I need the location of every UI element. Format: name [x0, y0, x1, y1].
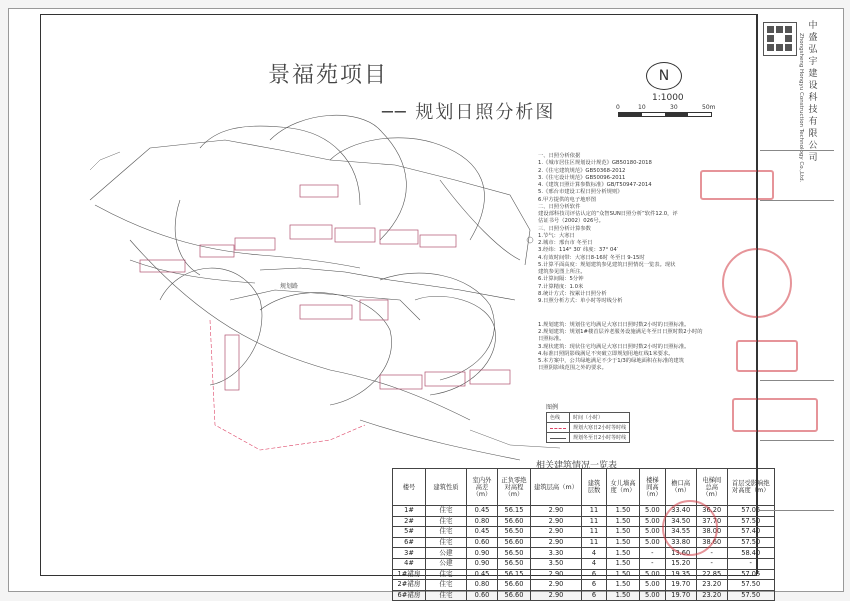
table-header: 正负零绝对高程（m）: [498, 469, 531, 506]
note-line: 估证书号（2002）026号。: [538, 218, 604, 225]
title-block-cell: [760, 510, 834, 571]
note-line: 1.节气：大寒日: [538, 232, 575, 239]
legend-table: [546, 412, 630, 443]
table-header: 建筑层数: [582, 469, 607, 506]
table-header: 首层受影响绝对高度（m）: [727, 469, 774, 506]
table-cell: 5.00: [640, 527, 666, 538]
project-title: 景福苑项目: [268, 63, 389, 88]
table-cell: 1.50: [607, 580, 640, 591]
title-block-cell: [760, 150, 834, 181]
table-cell: 3#: [393, 548, 426, 559]
scale-tick: 50m: [702, 104, 716, 111]
north-arrow-icon: N: [646, 62, 682, 90]
table-cell: 19.70: [665, 580, 696, 591]
building-table: [392, 468, 775, 601]
table-cell: -: [696, 558, 727, 569]
table-cell: 56.60: [498, 580, 531, 591]
table-cell: 56.50: [498, 548, 531, 559]
table-cell: 56.60: [498, 516, 531, 527]
table-cell: 57.40: [727, 527, 774, 538]
table-cell: 5.00: [640, 537, 666, 548]
table-cell: 11: [582, 527, 607, 538]
table-cell: 0.90: [467, 558, 498, 569]
scale-tick: 30: [670, 104, 678, 111]
table-cell: 0.90: [467, 548, 498, 559]
approval-stamp: [662, 500, 718, 556]
table-cell: 1.50: [607, 548, 640, 559]
table-row: [393, 558, 775, 569]
note-line: 1.《城市居住区规划设计规范》GB50180-2018: [538, 160, 652, 167]
table-cell: 6#: [393, 537, 426, 548]
table-row: [393, 590, 775, 601]
table-cell: 2.90: [531, 516, 582, 527]
table-cell: 56.15: [498, 506, 531, 517]
table-cell: 22.85: [696, 569, 727, 580]
table-cell: 56.15: [498, 569, 531, 580]
table-cell: 11: [582, 516, 607, 527]
table-cell: 0.80: [467, 580, 498, 591]
table-cell: 3.30: [531, 548, 582, 559]
table-cell: 6#裙房: [393, 590, 426, 601]
conclusion-notes: [538, 322, 760, 372]
table-cell: 56.60: [498, 537, 531, 548]
table-cell: 5#: [393, 527, 426, 538]
table-row: [393, 537, 775, 548]
table-row: [393, 506, 775, 517]
table-cell: 56.60: [498, 590, 531, 601]
table-cell: 1.50: [607, 516, 640, 527]
table-row: [393, 580, 775, 591]
table-cell: 19.35: [665, 569, 696, 580]
table-row: [393, 569, 775, 580]
table-cell: 5.00: [640, 580, 666, 591]
note-line: 3.经纬：114° 30′ 纬度：37° 04′: [538, 247, 618, 254]
table-cell: 0.45: [467, 506, 498, 517]
table-cell: 38.60: [696, 537, 727, 548]
title-block-cell: [760, 200, 834, 241]
scale-bar: [618, 112, 712, 117]
table-cell: 住宅: [426, 527, 467, 538]
table-cell: 1.50: [607, 506, 640, 517]
table-header: 建筑层高（m）: [531, 469, 582, 506]
note-line: 5.本方案中，公共绿地满足不少于1/3的绿地面积在标准的建筑: [538, 358, 685, 365]
table-cell: 11: [582, 537, 607, 548]
company-logo-icon: [763, 22, 797, 56]
table-cell: 5.00: [640, 590, 666, 601]
table-cell: 4#: [393, 558, 426, 569]
note-line: 日照标准。: [538, 336, 565, 343]
legend-item: 规划大寒日2小时等时线: [570, 423, 630, 433]
company-name-en: Zhongsheng Hongyu Construction Technology Co.,Ltd.: [798, 33, 804, 183]
legend-swatch: [547, 423, 570, 433]
note-line: 二、日照分析软件: [538, 203, 581, 210]
legend-swatch: [547, 433, 570, 443]
note-line: 1.规划建筑：规划住宅均满足大寒日日照时数2小时的日照标准。: [538, 322, 690, 328]
table-cell: 住宅: [426, 569, 467, 580]
note-line: 4.《建筑日照计算参数标准》GB/T50947-2014: [538, 182, 652, 188]
table-cell: 11: [582, 506, 607, 517]
table-cell: 57.50: [727, 516, 774, 527]
table-cell: 2.90: [531, 569, 582, 580]
table-cell: 2.90: [531, 580, 582, 591]
table-cell: 0.45: [467, 527, 498, 538]
table-cell: 3.50: [531, 558, 582, 569]
legend-title: 图例: [546, 404, 559, 411]
table-cell: 37.70: [696, 516, 727, 527]
table-cell: 住宅: [426, 506, 467, 517]
table-header: 檐口高（m）: [665, 469, 696, 506]
table-cell: 58.40: [727, 548, 774, 559]
table-cell: 33.80: [665, 537, 696, 548]
note-line: 5.计算平面高度：规划建筑参见建筑日照情况一览表。现状: [538, 261, 676, 268]
note-line: 7.计算精度：1.0米: [538, 283, 584, 290]
table-header: 楼梯间高（m）: [640, 469, 666, 506]
table-row: [393, 548, 775, 559]
scale-label: 1:1000: [652, 93, 684, 103]
table-cell: 56.50: [498, 527, 531, 538]
table-cell: 1.50: [607, 569, 640, 580]
note-line: 4.有效时间带：大寒日8-16时 冬至日 9-15时: [538, 254, 645, 261]
scale-tick: 0: [616, 104, 620, 111]
note-line: 3.《住宅设计规范》GB50096-2011: [538, 174, 626, 181]
table-header: 女儿墙高度（m）: [607, 469, 640, 506]
note-line: 9.日照分析方式：单小时等时线分析: [538, 298, 623, 304]
table-cell: 0.45: [467, 569, 498, 580]
table-cell: 1.50: [607, 527, 640, 538]
note-line: 2.规划建筑：规划1#楼首层养老服务设施满足冬至日日照时数2小时的: [538, 329, 703, 336]
note-line: 5.《邢台市建设工程日照分析规则》: [538, 189, 623, 196]
table-cell: -: [696, 548, 727, 559]
table-cell: 1.50: [607, 558, 640, 569]
table-cell: 2#裙房: [393, 580, 426, 591]
table-cell: 1.50: [607, 590, 640, 601]
table-cell: 33.40: [665, 506, 696, 517]
table-cell: 57.05: [727, 569, 774, 580]
table-cell: 0.80: [467, 516, 498, 527]
note-line: 2.城市：邢台市 冬至日: [538, 240, 593, 246]
drawing-title: ── 规划日照分析图: [382, 102, 556, 123]
table-cell: 34.55: [665, 527, 696, 538]
building-table-title: 相关建筑情况一览表: [536, 461, 618, 471]
note-line: 6.计算间隔：5分钟: [538, 276, 584, 283]
note-line: 6.甲方提供的电子地形图: [538, 196, 597, 203]
table-cell: 2#: [393, 516, 426, 527]
table-cell: 1#: [393, 506, 426, 517]
table-cell: 1.50: [607, 537, 640, 548]
table-cell: 5.00: [640, 506, 666, 517]
table-cell: 住宅: [426, 580, 467, 591]
note-line: 一、日照分析依据: [538, 153, 581, 159]
table-cell: 36.20: [696, 506, 727, 517]
note-line: 3.现状建筑：现状住宅均满足大寒日日照时数2小时的日照标准。: [538, 343, 690, 350]
table-cell: 4: [582, 548, 607, 559]
note-line: 建设部科技司评估认定的“众智SUN日照分析”软件12.0，评: [538, 211, 678, 217]
road-label: 规划路: [280, 283, 299, 290]
table-cell: 2.90: [531, 537, 582, 548]
table-cell: 0.60: [467, 537, 498, 548]
note-line: 建筑参见图上所注。: [538, 269, 586, 275]
table-cell: 23.20: [696, 580, 727, 591]
table-cell: -: [640, 548, 666, 559]
table-cell: 23.20: [696, 590, 727, 601]
table-cell: 4: [582, 558, 607, 569]
table-cell: -: [640, 558, 666, 569]
table-cell: 2.90: [531, 506, 582, 517]
table-header: 电梯间总高（m）: [696, 469, 727, 506]
table-cell: 住宅: [426, 590, 467, 601]
legend-header: 色线: [547, 413, 570, 423]
title-block-cell: [760, 440, 834, 501]
table-cell: 13.60: [665, 548, 696, 559]
scale-tick: 10: [638, 104, 646, 111]
company-name: 中盛弘宇建设科技有限公司: [808, 21, 818, 163]
title-block-cell: [760, 380, 834, 421]
table-cell: 15.20: [665, 558, 696, 569]
table-cell: 2.90: [531, 527, 582, 538]
table-cell: 公建: [426, 548, 467, 559]
table-cell: 公建: [426, 558, 467, 569]
note-line: 8.统计方式：按累计日照分析: [538, 290, 607, 297]
table-cell: 57.50: [727, 590, 774, 601]
legend-header: 时间（小时）: [570, 413, 630, 423]
table-cell: 2.90: [531, 590, 582, 601]
note-line: 三、日照分析计算参数: [538, 225, 591, 232]
table-cell: 住宅: [426, 516, 467, 527]
table-cell: 56.50: [498, 558, 531, 569]
table-cell: 57.05: [727, 506, 774, 517]
table-cell: 6: [582, 580, 607, 591]
table-cell: 0.60: [467, 590, 498, 601]
table-cell: 1#裙房: [393, 569, 426, 580]
table-cell: 19.70: [665, 590, 696, 601]
note-line: 日照阴影线范围之外的要求。: [538, 365, 607, 372]
legend-item: 规划冬至日2小时等时线: [570, 433, 630, 443]
table-header: 室内外高差（m）: [467, 469, 498, 506]
note-line: 4.标准日照阴影线满足不突破立即规划用地红线1米要求。: [538, 350, 674, 357]
table-cell: 38.00: [696, 527, 727, 538]
table-cell: 6: [582, 590, 607, 601]
note-line: 2.《住宅建筑规范》GB50368-2012: [538, 167, 626, 174]
table-cell: 6: [582, 569, 607, 580]
table-cell: 5.00: [640, 516, 666, 527]
table-cell: -: [727, 558, 774, 569]
table-cell: 5.00: [640, 569, 666, 580]
table-cell: 57.50: [727, 580, 774, 591]
table-header: 建筑性质: [426, 469, 467, 506]
table-cell: 住宅: [426, 537, 467, 548]
table-header: 楼号: [393, 469, 426, 506]
table-cell: 34.50: [665, 516, 696, 527]
table-cell: 57.50: [727, 537, 774, 548]
